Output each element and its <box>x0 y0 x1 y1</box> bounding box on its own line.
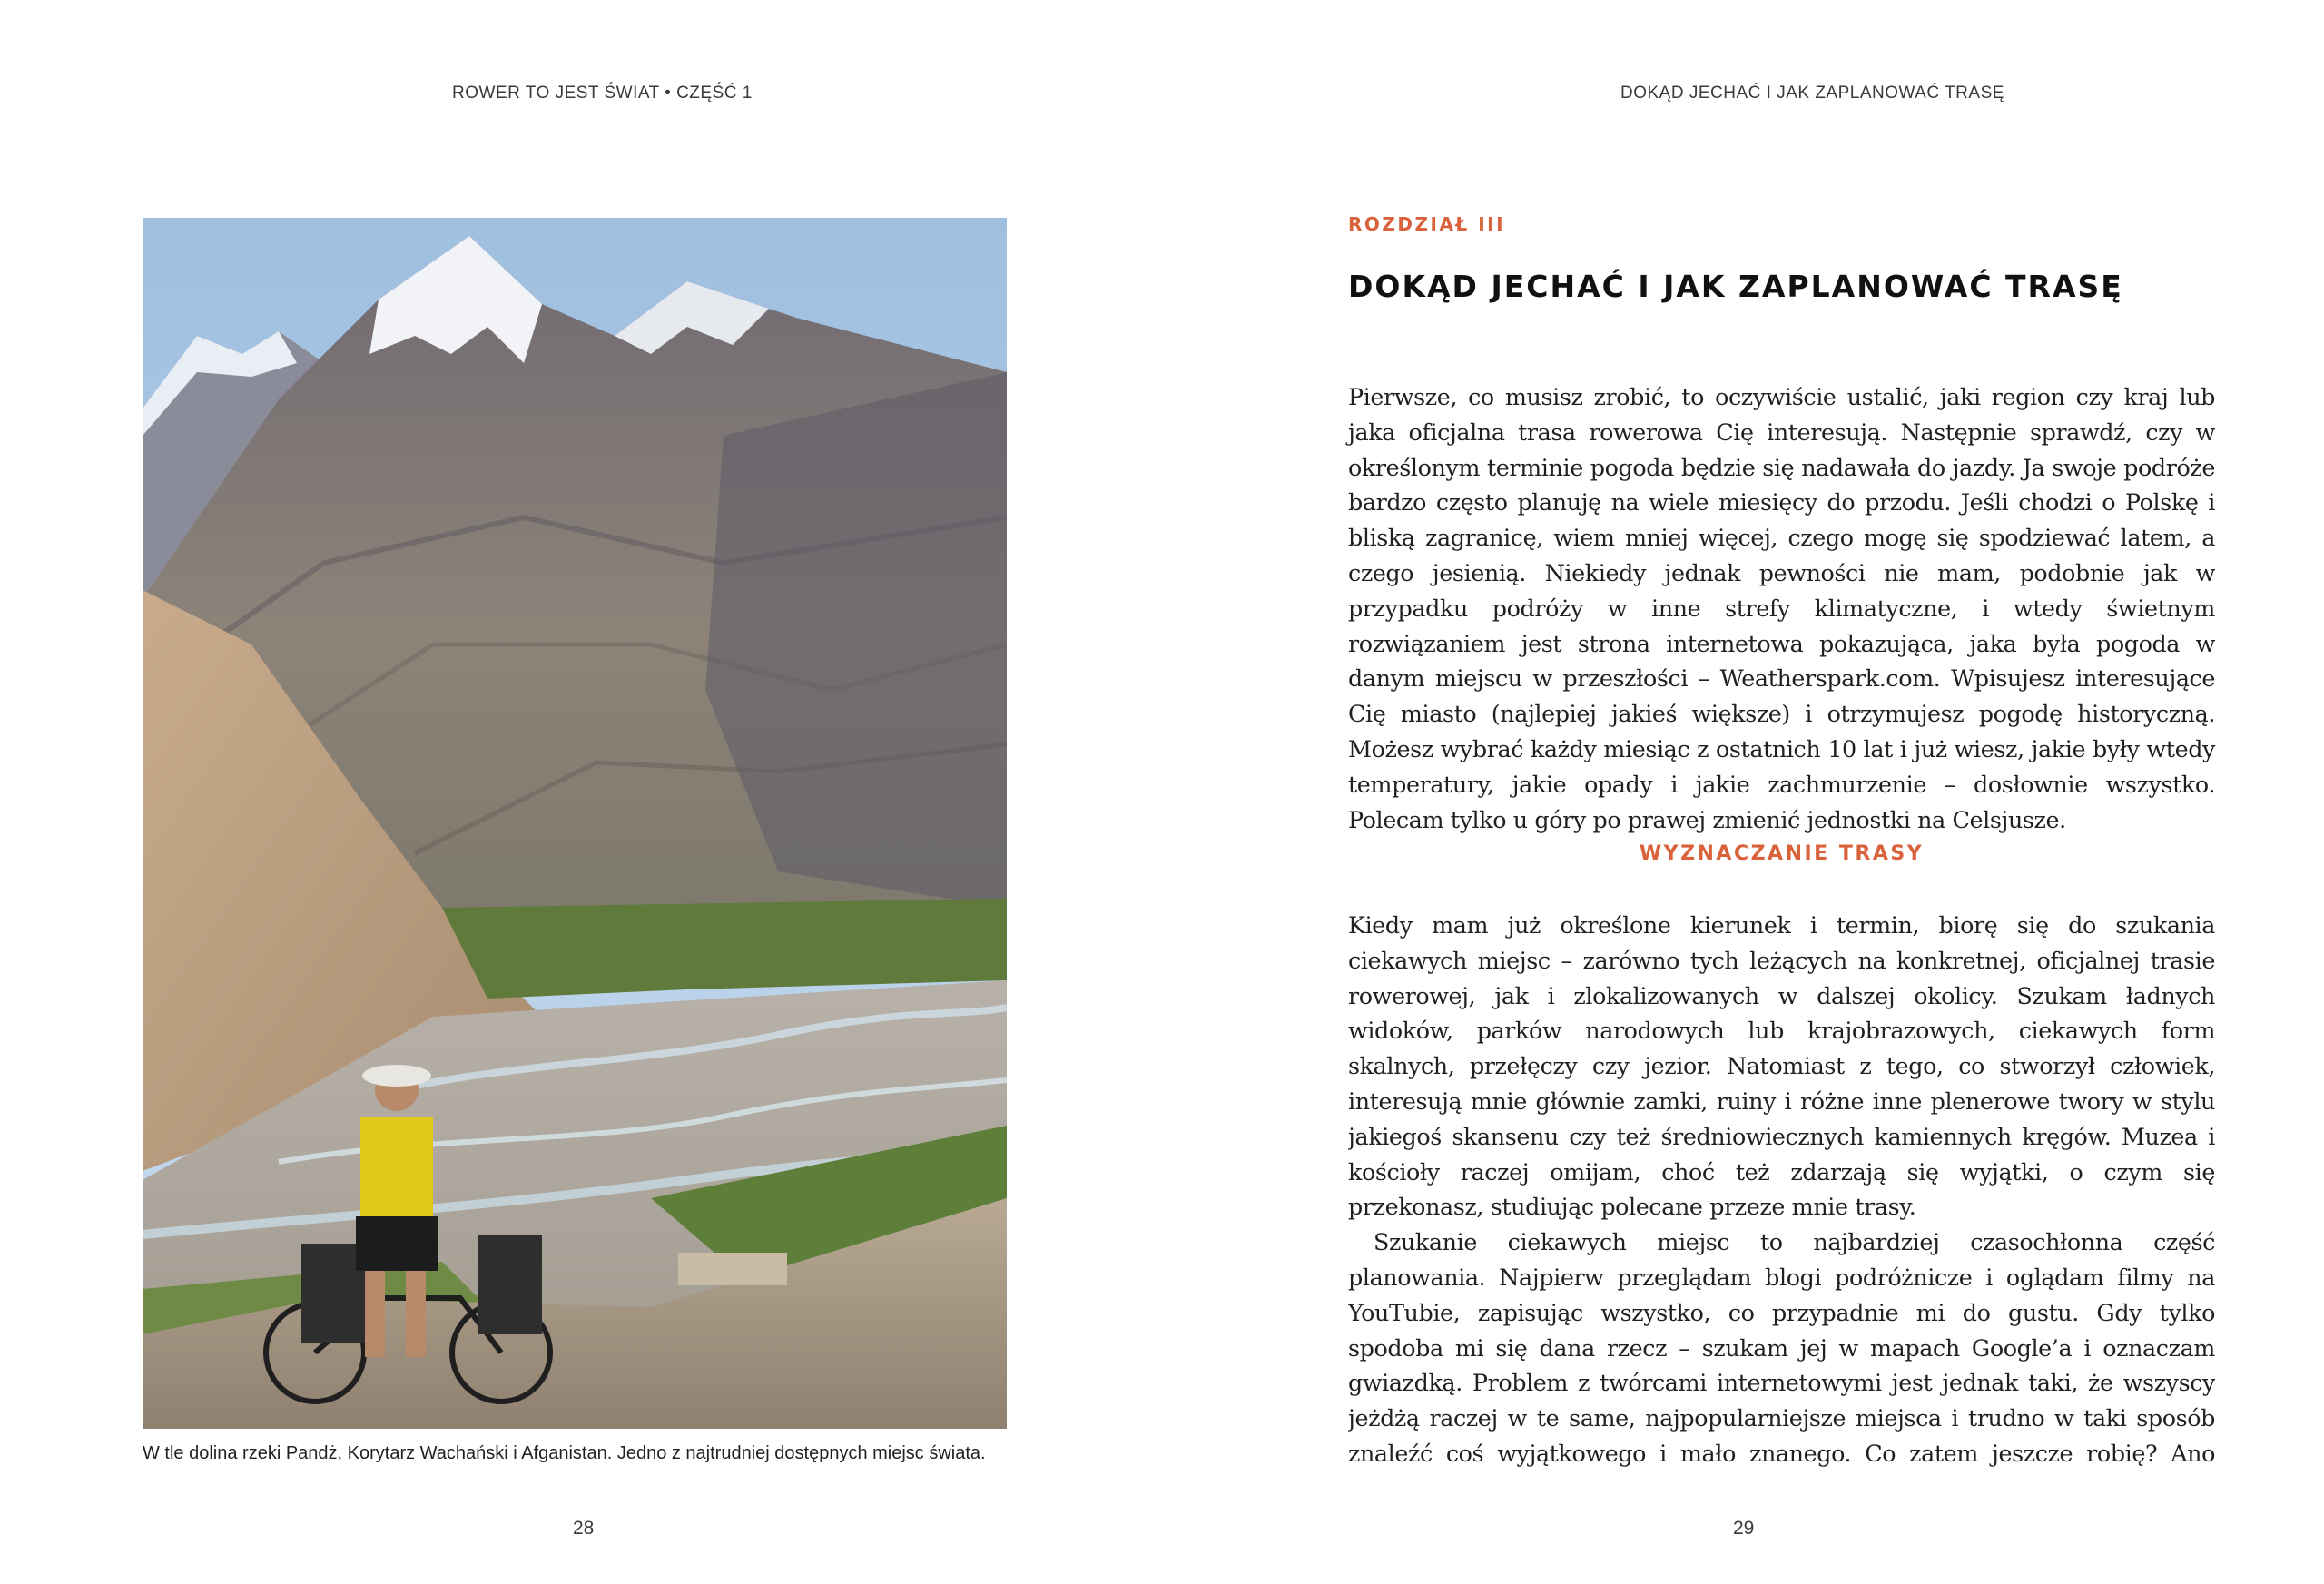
chapter-title: DOKĄD JECHAĆ I JAK ZAPLANOWAĆ TRASĘ <box>1348 269 2123 304</box>
paragraph-text: Szukanie ciekawych miejsc to najbardziej czasochłonna część planowania. Najpierw przeglądam blogi podróżnicze i oglądam filmy na YouTubie, zapisując wszystko, co przypadnie mi do gustu. Gdy tylko spodoba mi się dana rzecz – szukam jej w mapach Google’a i oznaczam gwiazdką. Problem z twórcami internetowymi jest jednak taki, że wszyscy jeżdżą raczej w te same, najpopularniejsze miejsca i trudno w taki sposób znaleźć coś wyjątkowego i mało znanego. Co zatem jeszcze robię? Ano <box>1348 1228 2215 1467</box>
right-page <box>1162 0 2324 1584</box>
paragraph-text: Kiedy mam już określone kierunek i termin, biorę się do szukania ciekawych miejsc – zarówno tych leżących na konkretnej, oficjalnej trasie rowerowej, jak i zlokalizowanych w dalszej okolicy. Szukam ładnych widoków, parków narodowych lub krajobrazowych, ciekawych form skalnych, przełęczy czy jezior. Natomiast z tego, co stworzył człowiek, interesują mnie głównie zamki, ruiny i różne inne plenerowe twory w stylu jakiegoś skansenu czy też średniowiecznych kamiennych kręgów. Muzea i kościoły raczej omijam, choć też zdarzają się wyjątki, o czym się przekonasz, studiując polecane przeze mnie trasy. <box>1348 911 2215 1221</box>
photo-illustration <box>143 218 1007 1429</box>
body-paragraphs-2 <box>1348 908 2215 1471</box>
mountain-valley-photo <box>143 218 1007 1429</box>
paragraph-text: Pierwsze, co musisz zrobić, to oczywiście ustalić, jaki region czy kraj lub jaka oficjalna trasa rowerowa Cię interesują. Następnie sprawdź, czy w określonym terminie pogoda będzie się nadawała do jazdy. Ja swoje podróże bardzo często planuję na wiele miesięcy do przodu. Jeśli chodzi o Polskę i bliską zagranicę, wiem mniej więcej, czego mogę się spodziewać latem, a czego jesienią. Niekiedy jednak pewności nie mam, podobnie jak w przypadku podróży w inne strefy klimatyczne, i wtedy świetnym rozwiązaniem jest strona internetowa pokazująca, jaka była pogoda w danym miejscu w przeszłości – Weatherspark.com. Wpisujesz interesujące Cię miasto (najlepiej jakieś większe) i otrzymujesz pogodę historyczną. Możesz wybrać każdy miesiąc z ostatnich 10 lat i już wiesz, jakie były wtedy temperatury, jakie opady i jakie zachmurzenie – dosłownie wszystko. Polecam tylko u góry po prawej zmienić jednostki na Celsjusze. <box>1348 383 2215 833</box>
running-head-right: DOKĄD JECHAĆ I JAK ZAPLANOWAĆ TRASĘ <box>1620 84 2004 103</box>
running-head-left: ROWER TO JEST ŚWIAT • CZĘŚĆ 1 <box>452 84 753 103</box>
photo-caption: W tle dolina rzeki Pandż, Korytarz Wachański i Afganistan. Jedno z najtrudniej dostępnych miejsc świata. <box>143 1443 986 1463</box>
section-heading: WYZNACZANIE TRASY <box>1639 842 1925 865</box>
page-number-right: 29 <box>1733 1518 1755 1539</box>
chapter-label: ROZDZIAŁ III <box>1348 213 1506 235</box>
page-number-left: 28 <box>573 1518 595 1539</box>
body-paragraph-1 <box>1348 379 2215 837</box>
